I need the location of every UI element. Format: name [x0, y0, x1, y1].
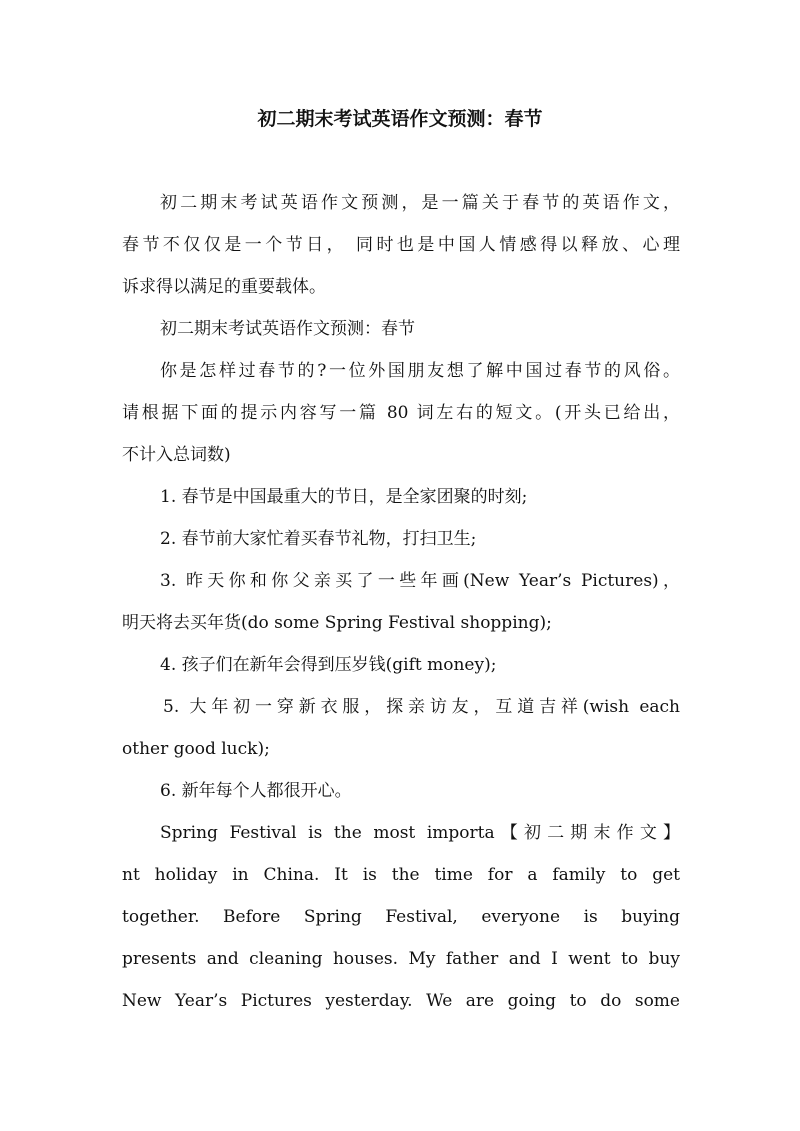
body-line: 诉求得以满足的重要载体。 — [122, 277, 326, 297]
list-item: 1. 春节是中国最重大的节日，是全家团聚的时刻; — [160, 487, 528, 507]
body-line: other good luck); — [122, 739, 270, 759]
list-item: 2. 春节前大家忙着买春节礼物，打扫卫生; — [160, 529, 477, 549]
body-line: 春节不仅仅是一个节日， 同时也是中国人情感得以释放、心理 — [122, 235, 680, 255]
body-line: nt holiday in China. It is the time for a family to get — [122, 865, 680, 885]
list-item: 6. 新年每个人都很开心。 — [160, 781, 352, 801]
list-item: 3. 昨天你和你父亲买了一些年画(New Year’s Pictures)， — [160, 571, 680, 591]
body-line: together. Before Spring Festival, everyone is buying — [122, 907, 680, 927]
body-line: 不计入总词数) — [122, 445, 231, 465]
body-line: 明天将去买年货(do some Spring Festival shopping); — [122, 613, 552, 633]
list-item: 5. 大年初一穿新衣服，探亲访友，互道吉祥(wish each — [163, 697, 680, 717]
body-line: 初二期末考试英语作文预测：春节 — [160, 319, 415, 339]
body-line: 请根据下面的提示内容写一篇 80 词左右的短文。(开头已给出， — [122, 403, 680, 423]
body-line: 你是怎样过春节的?一位外国朋友想了解中国过春节的风俗。 — [160, 361, 680, 381]
document-title: 初二期末考试英语作文预测：春节 — [257, 108, 543, 130]
list-item: 4. 孩子们在新年会得到压岁钱(gift money); — [160, 655, 497, 675]
body-line: New Year’s Pictures yesterday. We are going to do some — [122, 991, 680, 1011]
body-line: presents and cleaning houses. My father and I went to buy — [122, 949, 680, 969]
body-line: 初二期末考试英语作文预测，是一篇关于春节的英语作文， — [160, 193, 680, 213]
body-line: Spring Festival is the most importa【初二期末作文】 — [160, 823, 680, 843]
